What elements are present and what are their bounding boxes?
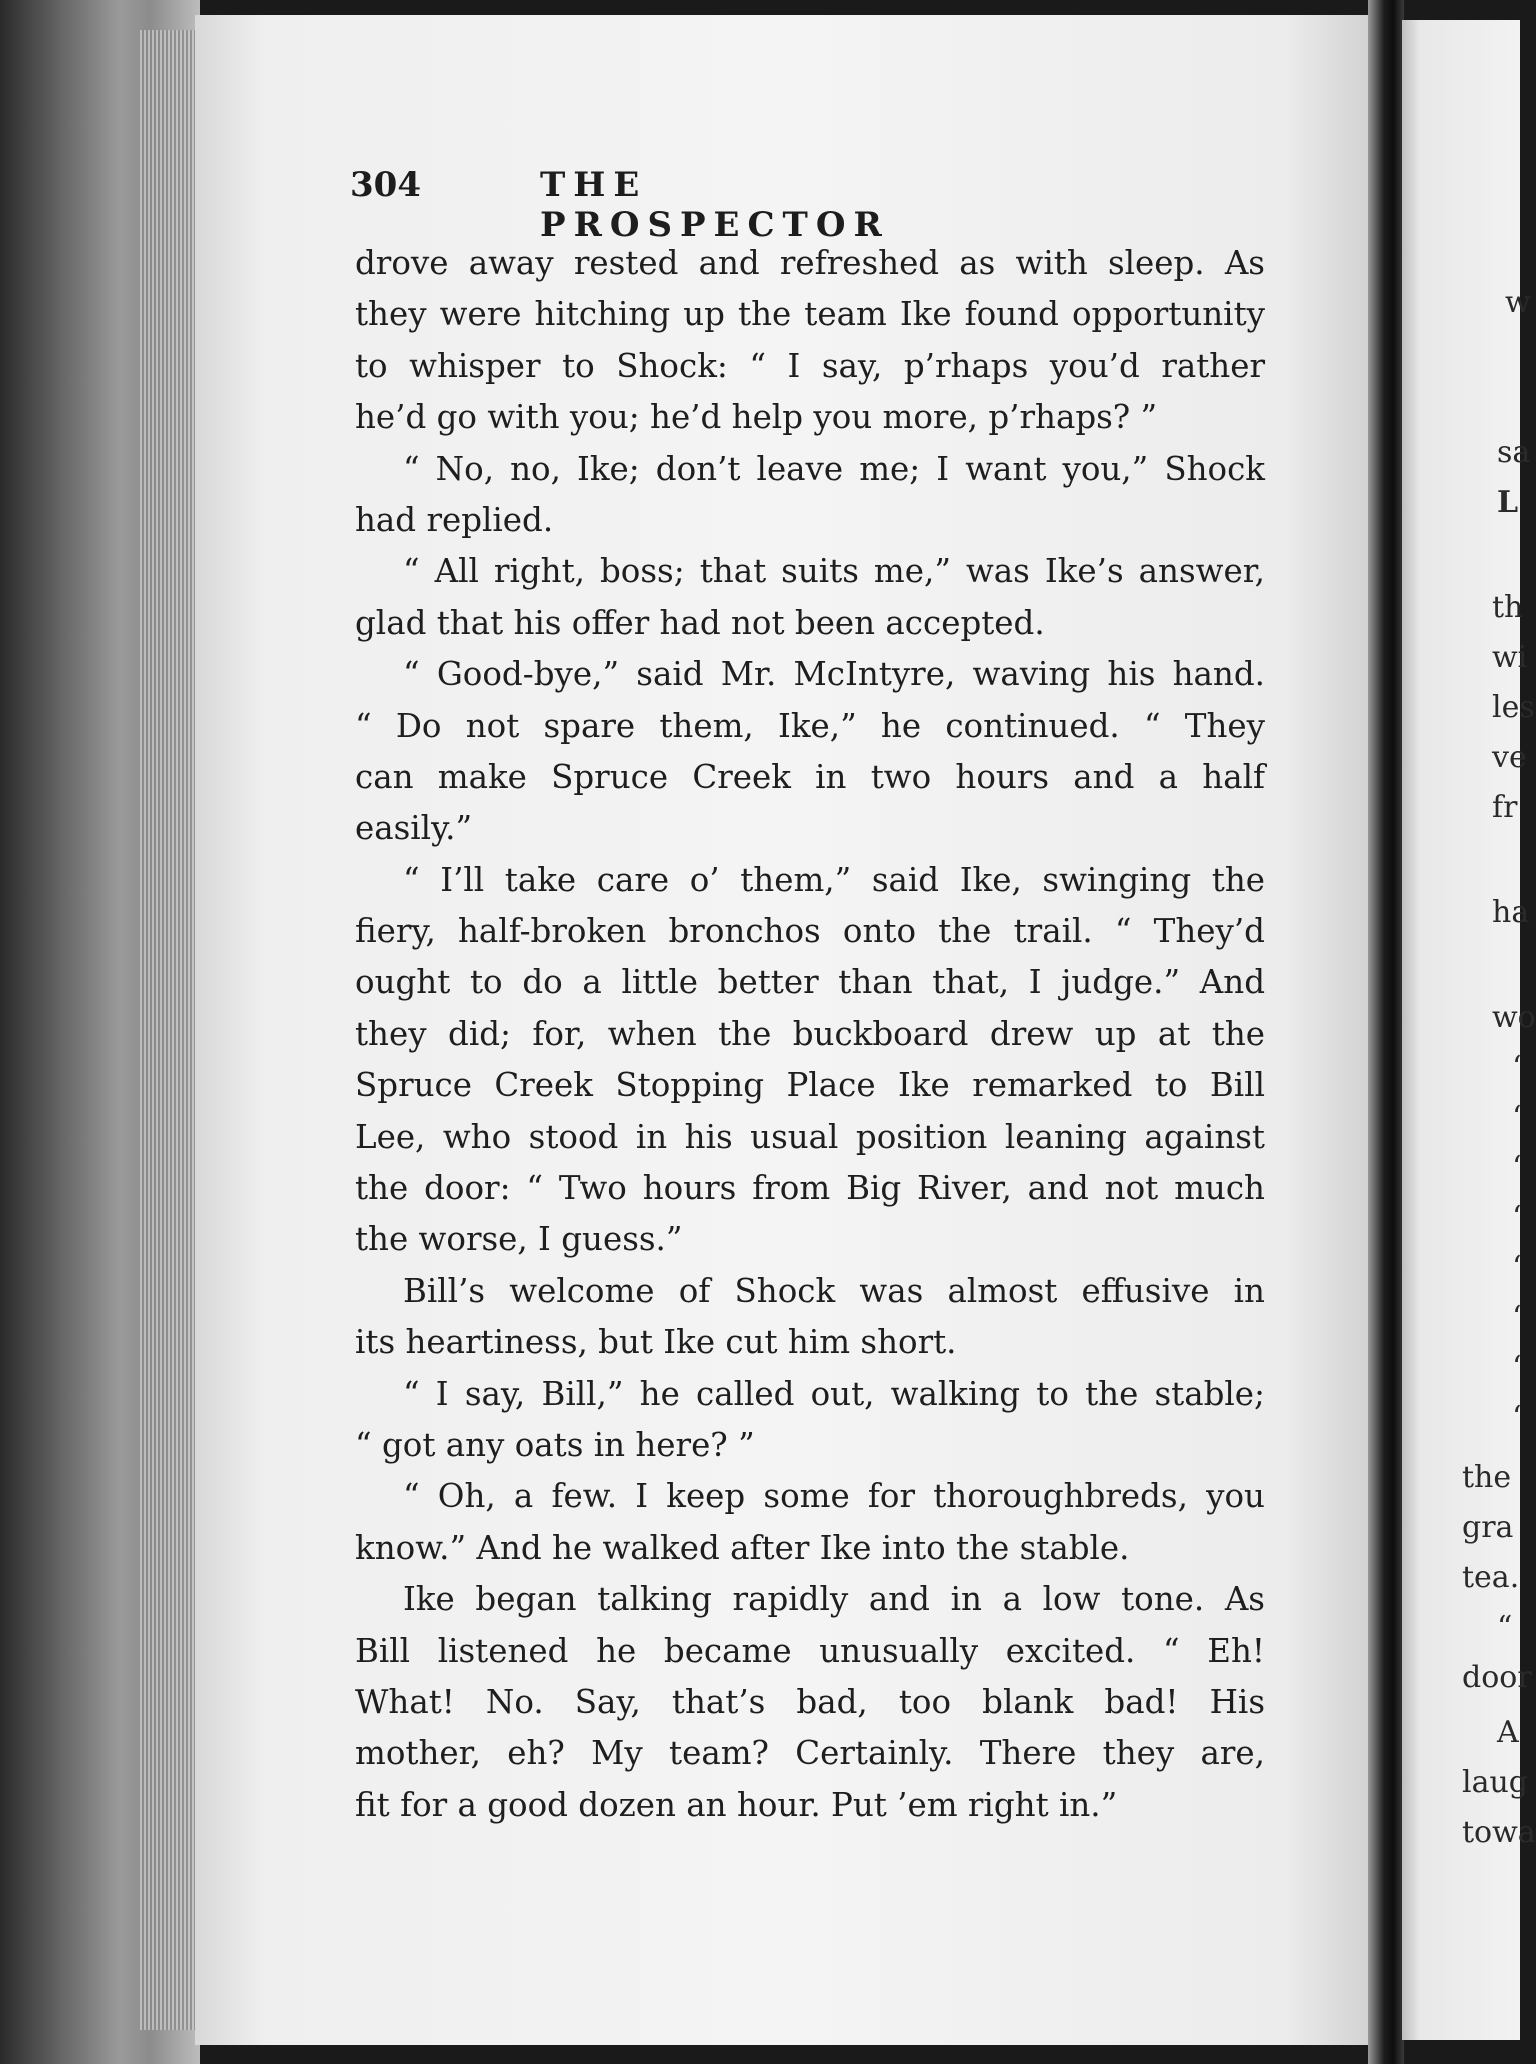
text-line: “ I say, Bill,” he called out, walking to the stable; <box>403 1374 1265 1413</box>
facing-fragment: ve <box>1492 740 1527 775</box>
page-edges <box>140 30 200 2030</box>
facing-fragment: ‘ <box>1512 1400 1522 1435</box>
facing-page <box>1402 20 1536 2040</box>
facing-fragment: the <box>1462 1460 1512 1495</box>
facing-fragment: w <box>1505 285 1531 320</box>
facing-fragment: laug <box>1462 1765 1529 1800</box>
facing-fragment: door <box>1462 1660 1532 1695</box>
facing-fragment: ‘ <box>1512 1300 1522 1335</box>
facing-fragment: wo <box>1492 1000 1536 1035</box>
facing-fragment: towa <box>1462 1815 1536 1850</box>
facing-fragment: ‘ <box>1512 1350 1522 1385</box>
book-gutter <box>1368 0 1404 2064</box>
facing-fragment: ‘ <box>1512 1150 1522 1185</box>
facing-fragment: les <box>1492 690 1535 725</box>
text-line: can make Spruce Creek in two hours and a half <box>355 757 1265 796</box>
text-line: “ got any oats in here? ” <box>355 1425 755 1464</box>
text-line: they did; for, when the buckboard drew up at the <box>355 1014 1265 1053</box>
facing-fragment: gra <box>1462 1510 1514 1545</box>
text-line: easily.” <box>355 809 473 848</box>
text-line: know.” And he walked after Ike into the stable. <box>355 1528 1130 1567</box>
text-line: the worse, I guess.” <box>355 1220 683 1259</box>
facing-fragment: “ <box>1497 1610 1513 1645</box>
page-number: 304 <box>350 165 421 205</box>
facing-fragment: L <box>1497 485 1519 520</box>
facing-fragment: ‘ <box>1512 1250 1522 1285</box>
text-line: fiery, half-broken bronchos onto the trail. “ They’d <box>355 912 1265 951</box>
text-line: “ No, no, Ike; don’t leave me; I want you,” Shock <box>403 449 1265 488</box>
facing-fragment: ‘ <box>1512 1200 1522 1235</box>
text-line: glad that his offer had not been accepted. <box>355 603 1045 642</box>
text-line: the door: “ Two hours from Big River, and not much <box>355 1169 1265 1208</box>
text-line: What! No. Say, that’s bad, too blank bad! His <box>355 1682 1265 1721</box>
body-text <box>355 238 1265 1831</box>
facing-fragment: sa <box>1497 435 1531 470</box>
text-line: had replied. <box>355 500 554 539</box>
facing-fragment: ‘ <box>1512 1100 1522 1135</box>
text-line: Spruce Creek Stopping Place Ike remarked to Bill <box>355 1066 1265 1105</box>
text-line: they were hitching up the team Ike found opportunity <box>355 295 1265 334</box>
running-title: THE PROSPECTOR <box>540 165 890 245</box>
text-line: “ Good-bye,” said Mr. McIntyre, waving his hand. <box>403 655 1265 694</box>
facing-fragment: ‘ <box>1512 1050 1522 1085</box>
facing-fragment: fr <box>1492 790 1518 825</box>
text-line: he’d go with you; he’d help you more, p’rhaps? ” <box>355 398 1158 437</box>
text-line: fit for a good dozen an hour. Put ’em right in.” <box>355 1785 1118 1824</box>
text-line: drove away rested and refreshed as with sleep. As <box>355 244 1265 282</box>
text-line: its heartiness, but Ike cut him short. <box>355 1323 957 1362</box>
text-line: “ Oh, a few. I keep some for thoroughbreds, you <box>403 1477 1265 1516</box>
text-line: to whisper to Shock: “ I say, p’rhaps you’d rather <box>355 346 1265 385</box>
text-line: Lee, who stood in his usual position leaning against <box>355 1117 1265 1156</box>
text-line: “ I’ll take care o’ them,” said Ike, swinging the <box>403 860 1265 899</box>
facing-fragment: A <box>1497 1715 1519 1750</box>
text-line: Bill’s welcome of Shock was almost effusive in <box>403 1271 1265 1310</box>
facing-fragment: tea. <box>1462 1560 1520 1595</box>
text-line: mother, eh? My team? Certainly. There they are, <box>355 1734 1265 1773</box>
text-line: “ All right, boss; that suits me,” was Ike’s answer, <box>403 552 1265 591</box>
facing-fragment: wi <box>1492 640 1528 675</box>
text-line: “ Do not spare them, Ike,” he continued. “ They <box>355 706 1265 745</box>
text-line: Ike began talking rapidly and in a low tone. As <box>403 1580 1265 1619</box>
text-line: Bill listened he became unusually excited. “ Eh! <box>355 1631 1265 1670</box>
text-line: ought to do a little better than that, I judge.” And <box>355 963 1265 1002</box>
facing-fragment: th <box>1492 590 1524 625</box>
facing-fragment: ha <box>1492 895 1530 930</box>
page-stack-edge <box>0 0 200 2064</box>
